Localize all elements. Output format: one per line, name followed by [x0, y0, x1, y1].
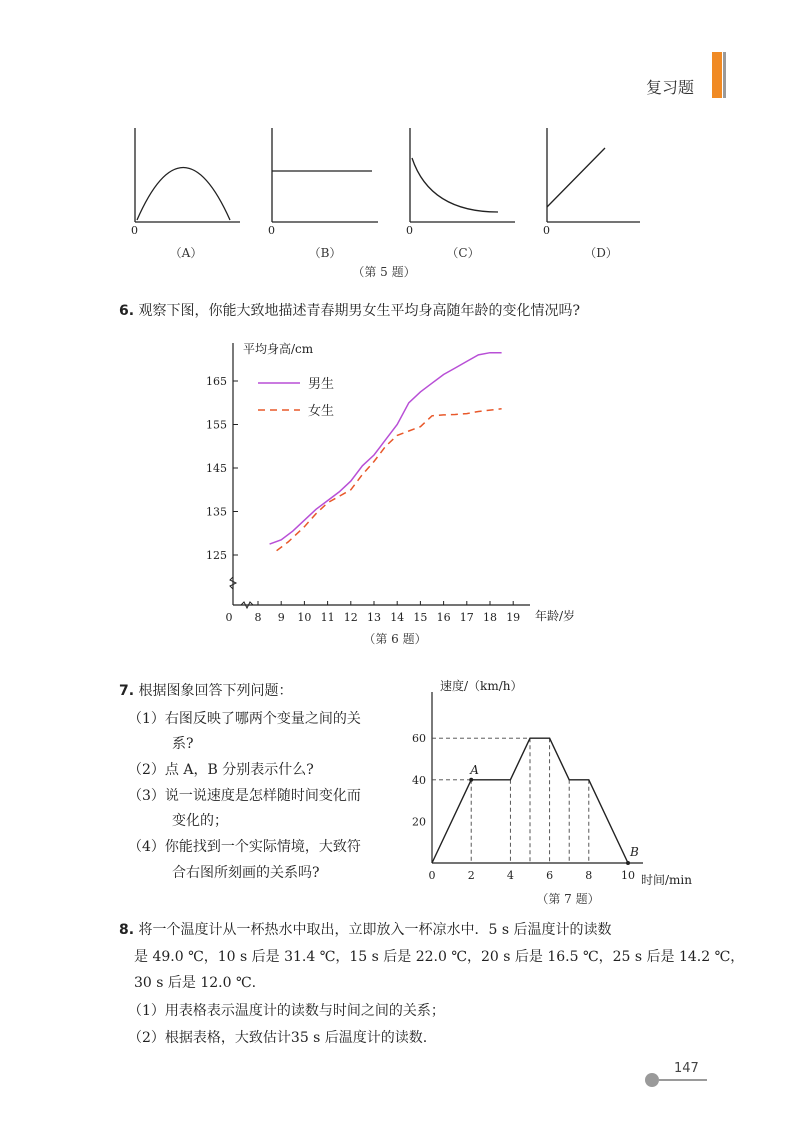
q7-x-label: 时间/min: [641, 873, 692, 887]
header-accent-bar: [712, 52, 722, 98]
graph-d-origin: 0: [543, 224, 550, 237]
q7-item-3-cont: 变化的；: [172, 813, 228, 829]
q6-origin: 0: [225, 611, 233, 624]
q8-text-1: 将一个温度计从一杯热水中取出，立即放入一杯凉水中．5 s 后温度计的读数: [138, 922, 612, 938]
q6-y-tick-label-125: 125: [206, 549, 227, 562]
graph-a-origin: 0: [131, 224, 138, 237]
q6-x-tick-label-17: 17: [459, 611, 474, 624]
q8-number: 8.: [119, 922, 135, 938]
q6-x-tick-label-10: 10: [297, 611, 312, 624]
graph-c-curve: [412, 158, 498, 212]
page-number-dot: [645, 1073, 659, 1087]
q6-caption: （第 6 题）: [363, 632, 427, 646]
q7-x-tick-label-10: 10: [621, 869, 635, 882]
q5-label-b: （B）: [308, 246, 342, 260]
q5-label-a: （A）: [169, 246, 203, 260]
q6-y-tick-label-155: 155: [206, 418, 227, 432]
q7-item-1: （1）右图反映了哪两个变量之间的关: [128, 711, 361, 727]
page-number: 147: [674, 1061, 699, 1076]
q7-point-b: [626, 861, 630, 865]
page-number-rule: [659, 1079, 707, 1081]
q6-x-tick-label-15: 15: [413, 611, 428, 624]
q7-intro-text: 根据图象回答下列问题：: [138, 683, 293, 699]
q7-y-tick-label-20: 20: [412, 815, 426, 829]
q6-y-label: 平均身高/cm: [243, 342, 314, 356]
q6-x-tick-label-8: 8: [254, 611, 262, 624]
q7-y-label: 速度/（km/h）: [440, 679, 523, 693]
graph-c-origin: 0: [406, 224, 413, 237]
q6-legend-label-boys: 男生: [308, 377, 335, 392]
q6-x-label: 年龄/岁: [535, 609, 576, 623]
q6-series-boys: [270, 353, 502, 544]
q7-item-4-cont: 合右图所刻画的关系吗?: [172, 865, 320, 881]
q7-item-3: （3）说一说速度是怎样随时间变化而: [128, 788, 361, 804]
section-title: 复习题: [646, 78, 695, 97]
q6-y-tick-label-165: 165: [206, 375, 227, 388]
q7-x-tick-label-4: 4: [506, 869, 514, 882]
q6-x-tick-label-11: 11: [320, 611, 335, 624]
graph-d-line: [547, 148, 605, 207]
q7-number: 7.: [119, 683, 135, 699]
q7-speed-chart: [405, 670, 710, 890]
q7-item-4: （4）你能找到一个实际情境，大致符: [128, 839, 361, 855]
q7-point-b-label: B: [630, 845, 639, 859]
q6-y-tick-label-135: 135: [206, 505, 227, 519]
q7-point-a: [469, 778, 473, 782]
q5-label-c: （C）: [446, 246, 480, 260]
header-accent-bar-gray: [723, 52, 726, 98]
q7-origin: 0: [428, 869, 436, 882]
q6-legend-label-girls: 女生: [308, 404, 335, 419]
q7-caption: （第 7 题）: [536, 892, 600, 906]
q6-x-tick-label-14: 14: [390, 611, 405, 624]
q5-caption: （第 5 题）: [352, 265, 416, 279]
q7-x-tick-label-2: 2: [467, 869, 475, 882]
q5-graphs: [120, 120, 640, 240]
q7-intro: [119, 678, 293, 704]
q6-x-tick-label-12: 12: [343, 611, 358, 624]
q8-item-2: （2）根据表格，大致估计35 s 后温度计的读数.: [128, 1030, 428, 1046]
q6-number: 6.: [119, 303, 135, 319]
q8-line-1: [119, 917, 612, 943]
q6-x-tick-label-18: 18: [483, 611, 497, 624]
q7-point-a-label: A: [470, 762, 479, 777]
q5-label-d: （D）: [584, 246, 618, 260]
q8-item-1: （1）用表格表示温度计的读数与时间之间的关系；: [128, 1003, 445, 1019]
q6-x-tick-label-13: 13: [367, 611, 381, 624]
q6-x-tick-label-16: 16: [436, 611, 451, 624]
q6-y-tick-label-145: 145: [206, 462, 227, 475]
q6-question: [119, 298, 580, 324]
q6-height-chart: [200, 335, 590, 635]
q8-line-3: 30 s 后是 12.0 ℃.: [134, 975, 257, 991]
q6-x-tick-label-9: 9: [277, 611, 285, 624]
q7-x-tick-label-6: 6: [546, 869, 554, 882]
q6-series-girls: [277, 409, 502, 551]
q8-line-2: 是 49.0 ℃，10 s 后是 31.4 ℃，15 s 后是 22.0 ℃，20 s 后是 16.5 ℃，25 s 后是 14.2 ℃，: [134, 949, 745, 965]
graph-a-curve: [137, 168, 230, 221]
q6-text: 观察下图，你能大致地描述青春期男女生平均身高随年龄的变化情况吗?: [138, 303, 581, 319]
q7-item-2: （2）点 A，B 分别表示什么?: [128, 762, 314, 778]
q7-item-1-cont: 系?: [172, 736, 194, 752]
q7-y-tick-label-60: 60: [412, 732, 426, 746]
q7-y-tick-label-40: 40: [412, 773, 426, 787]
q6-x-tick-label-19: 19: [506, 611, 521, 624]
q7-x-tick-label-8: 8: [585, 869, 593, 882]
graph-b-origin: 0: [268, 224, 275, 237]
